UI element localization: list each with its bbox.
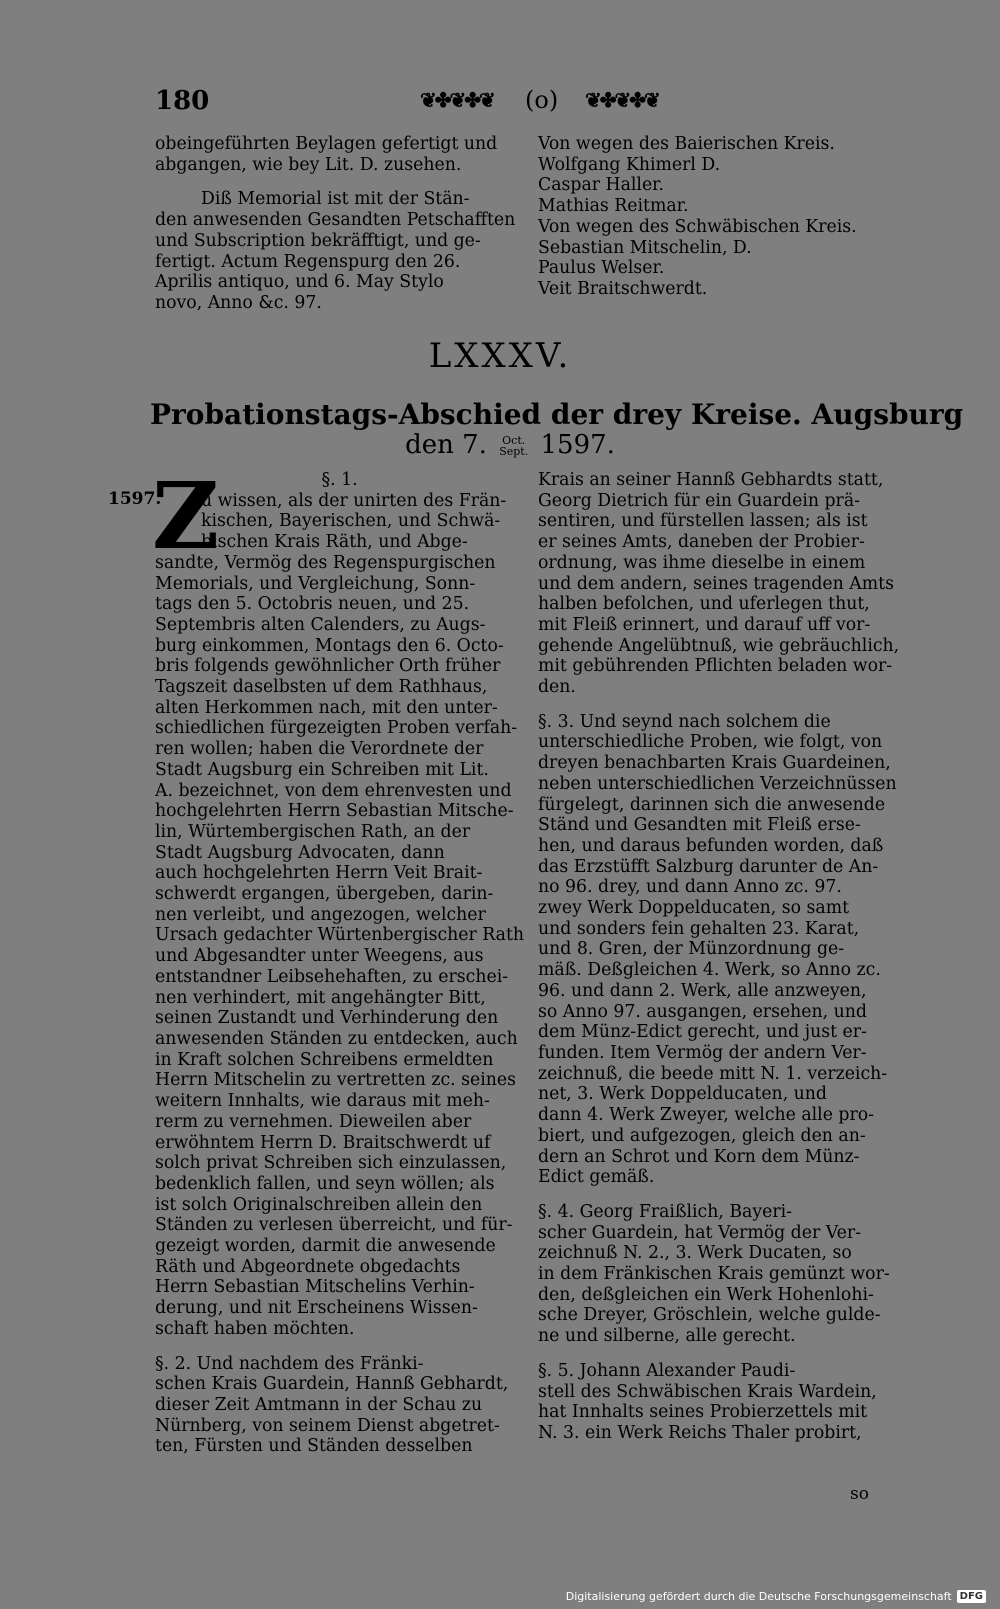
text-line: Diß Memorial ist mit der Stän- [201, 189, 470, 210]
document-title-date [150, 430, 870, 460]
text-line: Stadt Augsburg ein Schreiben mit Lit. [155, 759, 489, 780]
text-line: lin, Würtembergischen Rath, an der [155, 821, 471, 842]
footer-text: Digitalisierung gefördert durch die Deutsche Forschungsgemeinschaft [565, 1590, 952, 1603]
text-line: u wissen, als der unirten des Frän- [201, 490, 507, 511]
text-line: abgangen, wie bey Lit. D. zusehen. [155, 154, 462, 175]
text-line: anwesenden Ständen zu entdecken, auch [155, 1028, 518, 1049]
text-line: §. 2. Und nachdem des Fränki- [155, 1353, 424, 1374]
text-line: no 96. drey, und dann Anno zc. 97. [538, 877, 842, 898]
text-line: ten, Fürsten und Ständen desselben [155, 1436, 473, 1457]
text-line: Septembris alten Calenders, zu Augs- [155, 614, 486, 635]
text-line: gezeigt worden, darmit die anwesende [155, 1236, 496, 1257]
text-line: Sebastian Mitschelin, D. [538, 237, 752, 258]
text-line: schwerdt ergangen, übergeben, darin- [155, 884, 494, 905]
text-line: A. bezeichnet, von dem ehrenvesten und [155, 780, 512, 801]
text-line: Herrn Sebastian Mitschelins Verhin- [155, 1277, 475, 1298]
text-line: dann 4. Werk Zweyer, welche alle pro- [538, 1105, 874, 1126]
text-line: dem Münz-Edict gerecht, und just er- [538, 1022, 867, 1043]
text-line: auch hochgelehrten Herrn Veit Brait- [155, 863, 483, 884]
text-line: er seines Amts, daneben der Probier- [538, 532, 865, 553]
ornament-left-icon: ❦✤❦✤❦ [420, 88, 494, 112]
text-line: dern an Schrot und Korn dem Münz- [538, 1146, 860, 1167]
text-line: sche Dreyer, Gröschlein, welche gulde- [538, 1305, 881, 1326]
text-line: Ständ und Gesandten mit Fleiß erse- [538, 815, 861, 836]
text-line [538, 1188, 899, 1202]
text-line: hen, und daraus befunden worden, daß [538, 835, 884, 856]
text-line: und sonders fein gehalten 23. Karat, [538, 918, 860, 939]
text-line: scher Guardein, hat Vermög der Ver- [538, 1222, 861, 1243]
text-line: Krais an seiner Hannß Gebhardts statt, [538, 470, 884, 490]
ornament-right-icon: ❦✤❦✤❦ [585, 88, 659, 112]
text-line: halben befolchen, und uferlegen thut, [538, 594, 870, 615]
document-title: Probationstags-Abschied der drey Kreise. Augsburg [150, 398, 964, 431]
text-line: weitern Innhalts, wie daraus mit meh- [155, 1091, 490, 1112]
text-line: in dem Fränkischen Krais gemünzt wor- [538, 1264, 890, 1285]
section-number: LXXXV. [428, 336, 572, 376]
text-line: Von wegen des Baierischen Kreis. [538, 134, 835, 154]
text-line: sentiren, und fürstellen lassen; als ist [538, 511, 868, 532]
running-header [155, 86, 865, 126]
page-number: 180 [155, 86, 210, 116]
text-line: Herrn Mitschelin zu vertretten zc. seines [155, 1070, 516, 1091]
text-line: zwey Werk Doppelducaten, so samt [538, 898, 850, 919]
text-line: den, deßgleichen ein Werk Hohenlohi- [538, 1284, 874, 1305]
text-line: bedenklich fallen, und seyn wöllen; als [155, 1173, 495, 1194]
text-line: Ständen zu verlesen überreicht, und für- [155, 1215, 513, 1236]
text-line: Räth und Abgeordnete obgedachts [155, 1256, 461, 1277]
text-line [155, 175, 515, 189]
text-line: Caspar Haller. [538, 175, 665, 196]
text-line: ne und silberne, alle gerecht. [538, 1326, 796, 1347]
text-line: mäß. Deßgleichen 4. Werk, so Anno zc. [538, 960, 881, 981]
text-line: solch privat Schreiben sich einzulassen, [155, 1153, 507, 1174]
text-line: biert, und aufgezogen, gleich den an- [538, 1125, 866, 1146]
month-stack-top: Oct. [502, 434, 526, 447]
text-line [538, 1347, 899, 1361]
previous-document-closing [155, 134, 515, 314]
text-line: ordnung, was ihme dieselbe in einem [538, 552, 866, 573]
text-line: erwöhntem Herrn D. Braitschwerdt uf [155, 1132, 491, 1153]
text-line: §. 5. Johann Alexander Paudi- [538, 1360, 796, 1381]
text-line: dreyen benachbarten Krais Guardeinen, [538, 753, 891, 774]
month-stack [499, 435, 528, 457]
text-line: rerm zu vernehmen. Dieweilen aber [155, 1111, 472, 1132]
text-line: fertigt. Actum Regenspurg den 26. [155, 251, 461, 272]
text-line: Von wegen des Schwäbischen Kreis. [538, 216, 857, 237]
text-line: Memorials, und Vergleichung, Sonn- [155, 573, 476, 594]
text-line: stell des Schwäbischen Krais Wardein, [538, 1381, 877, 1402]
text-line: Aprilis antiquo, und 6. May Stylo [155, 272, 444, 293]
text-line [155, 1340, 524, 1354]
text-line: Mathias Reitmar. [538, 196, 689, 217]
text-line [538, 698, 899, 712]
paragraph-heading: §. 1. [321, 470, 358, 490]
text-line: neben unterschiedlichen Verzeichnüssen [538, 773, 897, 794]
text-line: Veit Braitschwerdt. [538, 278, 708, 299]
text-line: und Abgesandter unter Weegens, aus [155, 946, 484, 967]
text-line: den anwesenden Gesandten Petschafften [155, 210, 516, 231]
text-line: nen verhindert, mit angehängter Bitt, [155, 987, 486, 1008]
right-column [538, 470, 899, 1444]
text-line: burg einkommen, Montags den 6. Octo- [155, 635, 504, 656]
text-line: und 8. Gren, der Münzordnung ge- [538, 939, 845, 960]
text-line: und dem andern, seines tragenden Amts [538, 573, 894, 594]
text-line: zeichnuß N. 2., 3. Werk Ducaten, so [538, 1243, 852, 1264]
text-line: fürgelegt, darinnen sich die anwesende [538, 794, 886, 815]
text-line: Edict gemäß. [538, 1167, 655, 1188]
text-line: Tagszeit daselbsten uf dem Rathhaus, [155, 677, 488, 698]
title-date-prefix: den 7. [405, 430, 487, 460]
text-line: novo, Anno &c. 97. [155, 292, 322, 313]
text-line: gehende Angelübtnuß, wie gebräuchlich, [538, 635, 900, 656]
text-line: 96. und dann 2. Werk, alle anzweyen, [538, 980, 867, 1001]
text-line: derung, und nit Erscheinens Wissen- [155, 1298, 478, 1319]
text-line: unterschiedliche Proben, wie folgt, von [538, 732, 883, 753]
drop-cap-initial: Z [152, 462, 220, 570]
text-line: den. [538, 677, 576, 698]
text-line: ren wollen; haben die Verordnete der [155, 739, 484, 760]
text-line: sandte, Vermög des Regenspurgischen [155, 552, 496, 573]
text-line: Stadt Augsburg Advocaten, dann [155, 842, 445, 863]
text-line: hat Innhalts seines Probierzettels mit [538, 1402, 868, 1423]
text-line: kischen, Bayerischen, und Schwä- [201, 511, 501, 532]
text-line: Ursach gedachter Würtenbergischer Rath [155, 925, 525, 946]
signature-block [538, 134, 857, 300]
text-line: so Anno 97. ausgangen, ersehen, und [538, 1001, 867, 1022]
text-line: alten Herkommen nach, mit den unter- [155, 697, 498, 718]
center-mark: (o) [525, 86, 559, 114]
margin-year: 1597. [108, 489, 162, 509]
text-line: ist solch Originalschreiben allein den [155, 1194, 483, 1215]
text-line: N. 3. ein Werk Reichs Thaler probirt, [538, 1422, 862, 1443]
text-line: Wolfgang Khimerl D. [538, 154, 721, 175]
month-stack-bottom: Sept. [499, 445, 529, 458]
text-line: das Erzstüfft Salzburg darunter de An- [538, 856, 879, 877]
digitization-footer [566, 1590, 986, 1603]
text-line: schaft haben möchten. [155, 1318, 355, 1339]
text-line: Nürnberg, von seinem Dienst abgetret- [155, 1415, 500, 1436]
text-line: obeingeführten Beylagen gefertigt und [155, 134, 498, 154]
text-line: seinen Zustandt und Verhinderung den [155, 1008, 499, 1029]
title-date-year: 1597. [540, 430, 615, 460]
text-line: schen Krais Guardein, Hannß Gebhardt, [155, 1374, 509, 1395]
text-line: Paulus Welser. [538, 258, 665, 279]
catchword: so [850, 1484, 869, 1504]
text-line: nen verleibt, und angezogen, welcher [155, 904, 486, 925]
text-line: Georg Dietrich für ein Guardein prä- [538, 490, 860, 511]
text-line: §. 4. Georg Fraißlich, Bayeri- [538, 1201, 792, 1222]
dfg-logo: DFG [957, 1590, 986, 1603]
text-line: schiedlichen fürgezeigten Proben verfah- [155, 718, 518, 739]
text-line: mit Fleiß erinnert, und darauf uff vor- [538, 614, 871, 635]
text-line: dieser Zeit Amtmann in der Schau zu [155, 1394, 483, 1415]
text-line: mit gebührenden Pflichten beladen wor- [538, 656, 893, 677]
text-line: entstandner Leibsehehaften, zu erschei- [155, 966, 509, 987]
text-line: §. 3. Und seynd nach solchem die [538, 711, 831, 732]
text-line: net, 3. Werk Doppelducaten, und [538, 1084, 827, 1105]
text-line: in Kraft solchen Schreibens ermeldten [155, 1049, 494, 1070]
left-column [155, 470, 524, 1457]
text-line: zeichnuß, die beede mitt N. 1. verzeich- [538, 1063, 888, 1084]
text-line: bris folgends gewöhnlicher Orth früher [155, 656, 501, 677]
text-line: funden. Item Vermög der andern Ver- [538, 1042, 867, 1063]
text-line: tags den 5. Octobris neuen, und 25. [155, 594, 470, 615]
text-line: bischen Krais Räth, und Abge- [201, 532, 468, 553]
text-line: hochgelehrten Herrn Sebastian Mitsche- [155, 801, 514, 822]
text-line: und Subscription bekräfftigt, und ge- [155, 230, 481, 251]
